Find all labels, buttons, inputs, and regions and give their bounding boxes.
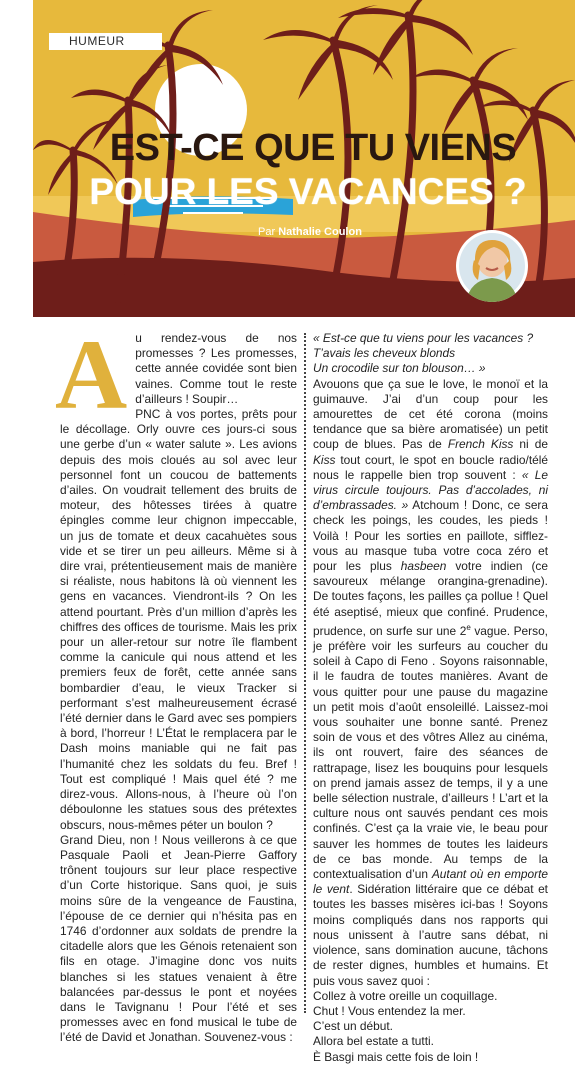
byline-prefix: Par [258, 226, 276, 238]
author-name: Nathalie Coulon [278, 226, 362, 238]
paragraph: Grand Dieu, non ! Nous veillerons à ce que Pasquale Paoli et Jean-Pierre Gaffory trônent toujours sur leur place respective d’un Corte historique. Sans quoi, je suis moins sûre de la vengeance de Faustina, l’épouse de ce dernier qui n’hésita pas en 1746 d’ordonner aux soldats de prendre la citadelle alors que les Génois retenaient son fils en otage. J’imagine donc vos nuits blanches si les statues venaient à être balancées par-dessus le pont et noyées dans le Tavignanu ! Pour l’été et ses promesses avec en fond musical le tube de l’été de David et Jonathan. Souvenez-vous : [60, 832, 297, 1045]
intro-paragraph: u rendez-vous de nos promesses ? Les promesses, cette année covidée sont bien vaines. Comme tout le reste d’ailleurs ! Soupir… [135, 331, 297, 406]
song-lyric-line: « Est-ce que tu viens pour les vacances ? [313, 331, 534, 345]
song-lyric-line: T’avais les cheveux blonds [313, 346, 456, 361]
author-portrait [456, 230, 528, 302]
closing-line: Collez à votre oreille un coquillage. [313, 988, 498, 1003]
closing-line: C’est un début. [313, 1019, 393, 1034]
article-title-line1: EST-CE QUE TU VIENS [109, 127, 517, 169]
paragraph: PNC à vos portes, prêts pour le décollage. Orly ouvre ces jours-ci sous une gerbe d’un « water salute ». Les avions depuis des mois cloués au sol avec leur personnel font un coucou de battements d’ailes. On voudrait tellement des bruits de moteur, des hôtesses tirées à quatre épingles comme leur chignon impeccable, un jus de tomate et deux cacahuètes sous vide et se tirer un peu ailleurs. Même si à dire vrai, prétentieusement mais de manière si réaliste, nous habitons là où viennent les gens en vacances. Viendront-ils ? On les attend pourtant. Près d’un million d’après les chiffres des offices de tourisme. Mais les prix pour un aller-retour sur notre île flambent comme la canicule qui nous attend et les premiers feux de forêt, cette année sans bombardier d’eau, le vieux Tracker si performant s’est malheureusement écrasé l’été dernier dans le Gard avec ses pompiers à bord, l’horreur ! L’État le remplacera par le Dash moins maniable qui ne fait pas l’humanité chez les soldats du feu. Bref ! Tout est compliqué ! Mais quel été ? me direz-vous. Allons-nous, à l’heure où l’on déboulonne les statues sous des prétextes obscurs, nous-mêmes péter un boulon ? [60, 407, 297, 832]
closing-line: Allora bel estate a tutti. [313, 1034, 434, 1049]
closing-line: Chut ! Vous entendez la mer. [313, 1003, 466, 1018]
article-column-left [55, 319, 297, 1046]
song-lyric-line: Un crocodile sur ton blouson… » [313, 361, 486, 376]
article-title-line2: POUR LES VACANCES ? [89, 171, 527, 212]
author-photo-image [456, 230, 528, 302]
drop-cap: A [55, 319, 128, 430]
column-divider [304, 333, 306, 1013]
closing-line: È Basgi mais cette fois de loin ! [313, 1049, 479, 1064]
article-column-right [313, 331, 548, 1065]
section-tag: HUMEUR [49, 33, 162, 50]
byline [258, 226, 362, 238]
paragraph: Avouons que ça sue le love, le monoï et la guimauve. J’ai d’un coup pour les amourettes de cet été corona (moins tendance que sa bière aromatisée) un petit coup de blues. Pas de French Kiss ni de Kiss tout court, le spot en boucle radio/télé nous le rappelle bien trop souvent : « Le virus circule toujours. Pas d’accolades, ni d’embrassades. » Atchoum ! Donc, ce sera check les poings, les coudes, les pieds ! Voilà ! Pour les sorties en paillote, sifflez-vous au masque tuba votre coca zéro et pour les plus hasbeen votre indien (ce savoureux mélange orangina-grenadine). De toutes façons, les pailles ça pollue ! Quel été aseptisé, mieux que confiné. Prudence, prudence, on surfe sur une 2e vague. Perso, je préfère voir les surfeurs au coucher du soleil à Capo di Feno . Soyons raisonnable, il le faudra de toutes manières. Avant de vous quitter pour une pause du magazine un petit mois d’août ensoleillé. Laissez-moi vous souhaiter une bonne santé. Prenez soin de vous et des vôtres Allez au cinéma, ils ont rouvert, faire des séances de rattrapage, lisez les bouquins pour lesquels on prend jamais assez de temps, il y a une belle sélection nustrale, d’ailleurs ! L’art et la culture nous ont sauvés pendant ces mois confinés. C’est ça la vraie vie, le beau pour sauver les hommes de toutes les laideurs de ce bas monde. Au temps de la contextualisation d’un Autant où en emporte le vent. Sidération littéraire que ce débat et toutes les basses misères ici-bas ! Soyons moins compliqués dans nos rapports qui nous unissent à l’autre sans débat, ni violence, sans domination aucune, tâchons de rester dignes, humbles et humains. Et puis vous savez quoi : [313, 376, 549, 988]
